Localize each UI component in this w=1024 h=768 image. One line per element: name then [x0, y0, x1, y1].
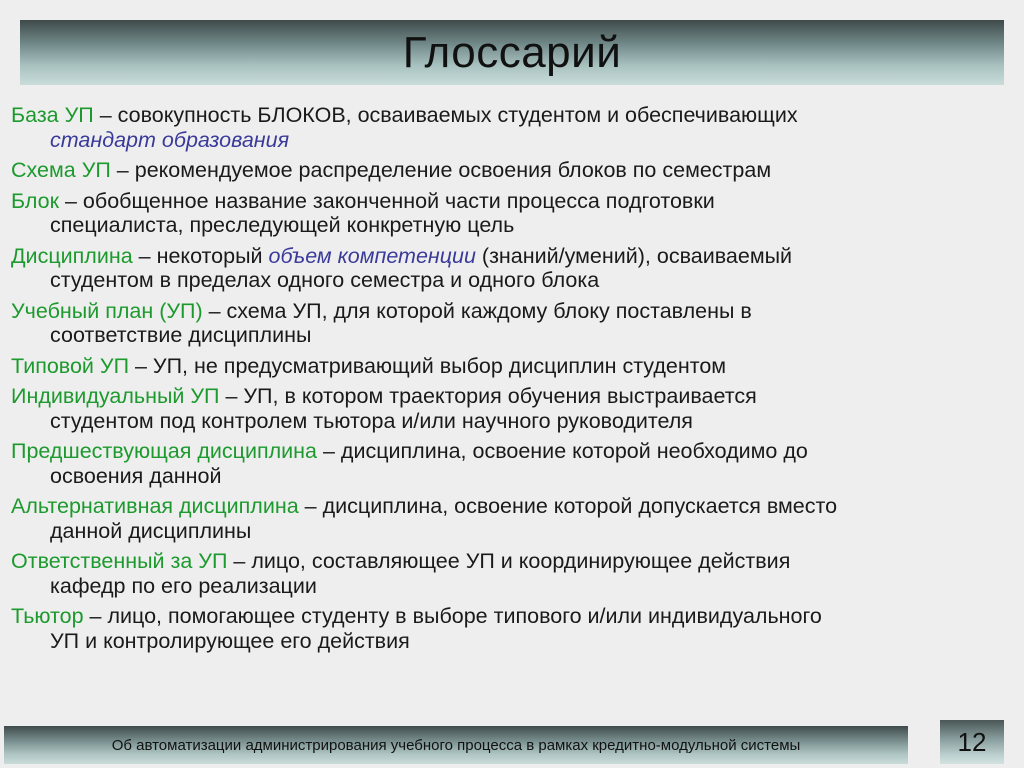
glossary-definition: – лицо, помогающее студенту в выборе типового и/или индивидуального	[83, 604, 822, 628]
glossary-term: Схема УП	[11, 158, 111, 182]
glossary-definition-cont: студентом в пределах одного семестра и одного блока	[50, 268, 600, 292]
glossary-term: Альтернативная дисциплина	[11, 494, 299, 518]
glossary-definition: – лицо, составляющее УП и координирующее действия	[227, 549, 791, 573]
glossary-definition-italic: стандарт образования	[50, 127, 290, 152]
glossary-term: Индивидуальный УП	[11, 384, 220, 408]
footer-bar	[4, 726, 908, 764]
glossary-definition-cont: студентом под контролем тьютора и/или научного руководителя	[50, 408, 693, 433]
glossary-entry	[11, 189, 1011, 238]
glossary-definition: – схема УП, для которой каждому блоку поставлены в	[202, 298, 752, 323]
glossary-definition: – УП, не предусматривающий выбор дисциплин студентом	[129, 353, 727, 378]
glossary-term: Учебный план (УП)	[11, 298, 203, 323]
glossary-definition: – дисциплина, освоение которой допускается вместо	[298, 494, 838, 518]
glossary-definition: – некоторый	[132, 243, 269, 268]
page-title: Глоссарий	[402, 27, 622, 77]
glossary-term: Блок	[11, 188, 60, 213]
glossary-entry	[11, 549, 1011, 598]
glossary-list	[11, 103, 1011, 659]
glossary-definition: – обобщенное название законченной части процесса подготовки	[59, 188, 715, 213]
glossary-term: База УП	[11, 103, 94, 127]
glossary-entry	[11, 103, 1011, 152]
glossary-definition-cont: специалиста, преследующей конкретную цель	[50, 213, 515, 237]
glossary-entry	[11, 439, 1011, 488]
page-number: 12	[957, 726, 987, 757]
glossary-entry	[11, 604, 1011, 653]
glossary-definition-cont: кафедр по его реализации	[50, 573, 317, 598]
glossary-definition: – рекомендуемое распределение освоения блоков по семестрам	[110, 158, 772, 182]
glossary-definition: – совокупность БЛОКОВ, осваиваемых студентом и обеспечивающих	[93, 103, 798, 127]
glossary-definition-cont: данной дисциплины	[50, 518, 252, 543]
glossary-term: Типовой УП	[11, 353, 130, 378]
glossary-definition-italic: объем компетенции	[268, 243, 476, 268]
title-bar	[20, 20, 1004, 85]
glossary-entry	[11, 354, 1011, 379]
glossary-term: Предшествующая дисциплина	[11, 439, 317, 463]
page-number-box	[940, 720, 1004, 764]
glossary-entry	[11, 494, 1011, 543]
glossary-definition-cont: соответствие дисциплины	[50, 323, 312, 347]
glossary-entry	[11, 384, 1011, 433]
glossary-term: Тьютор	[11, 604, 84, 628]
glossary-definition-cont: освоения данной	[50, 463, 222, 488]
glossary-entry	[11, 299, 1011, 348]
footer-text: Об автоматизации администрирования учебного процесса в рамках кредитно-модульной системы	[111, 736, 801, 754]
glossary-definition: – УП, в котором траектория обучения выстраивается	[219, 384, 757, 408]
glossary-term: Дисциплина	[11, 243, 133, 268]
glossary-definition: – дисциплина, освоение которой необходимо до	[317, 439, 808, 463]
glossary-entry	[11, 158, 1011, 183]
glossary-term: Ответственный за УП	[11, 549, 228, 573]
glossary-definition: (знаний/умений), осваиваемый	[475, 243, 793, 268]
glossary-entry	[11, 244, 1011, 293]
glossary-definition-cont: УП и контролирующее его действия	[50, 628, 410, 653]
